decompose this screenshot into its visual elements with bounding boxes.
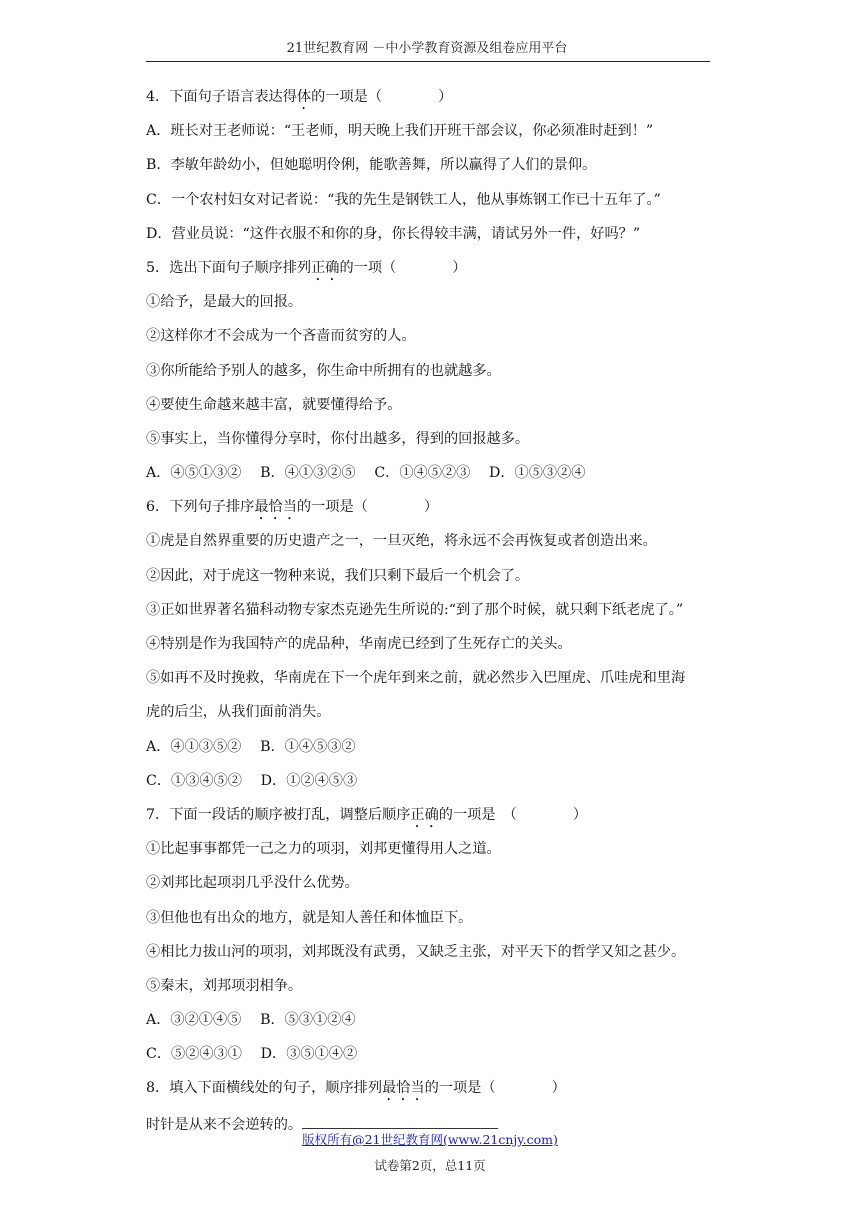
question-6-sentence-4: ④特别是作为我国特产的虎品种，华南虎已经到了生死存亡的关头。 (146, 636, 572, 652)
page-number: 试卷第2页，总11页 (374, 1158, 486, 1173)
question-5-sentence-3: ③你所能给予别人的越多，你生命中所拥有的也就越多。 (146, 362, 501, 379)
question-8-sentence-1: 时针是从来不会逆转的。 (146, 1112, 726, 1146)
question-4-option-c: C．一个农村妇女对记者说：“我的先生是钢铁工人，他从事炼钢工作已十五年了。” (146, 191, 661, 208)
header-divider (146, 61, 710, 62)
question-6-sentence-3: ③正如世界著名猫科动物专家杰克逊先生所说的:“到了那个时候，就只剩下纸老虎了。” (146, 601, 684, 618)
question-7-sentence-5: ⑤秦末，刘邦项羽相争。 (146, 977, 303, 994)
question-7-stem: 7．下面一段话的顺序被打乱，调整后顺序正确的一项是 （ ） (146, 806, 588, 823)
page-header: 21世纪教育网 －中小学教育资源及组卷应用平台 (286, 41, 568, 56)
question-6-sentence-5-cont: 虎的后尘，从我们面前消失。 (146, 704, 331, 721)
question-7-options-cd: C．⑤②④③① D．③⑤①④② (146, 1046, 358, 1063)
question-5-sentence-5: ⑤事实上，当你懂得分享时，你付出越多，得到的回报越多。 (146, 430, 530, 447)
question-5-sentence-1: ①给予，是最大的回报。 (146, 294, 303, 311)
question-4-option-a: A．班长对王老师说：“王老师，明天晚上我们开班干部会议，你必须准时赶到！” (146, 123, 654, 140)
question-7-options-ab: A．③②①④⑤ B．⑤③①②④ (146, 1012, 356, 1029)
question-6-sentence-1: ①虎是自然界重要的历史遗产之一，一旦灭绝，将永远不会再恢复或者创造出来。 (146, 533, 657, 550)
copyright-link[interactable]: 版权所有@21世纪教育网(www.21cnjy.com) (302, 1132, 558, 1147)
question-4-stem: 4．下面句子语言表达得体的一项是（ ） (146, 89, 453, 105)
question-4-option-b: B．李敏年龄幼小，但她聪明伶俐，能歌善舞，所以赢得了人们的景仰。 (146, 157, 597, 174)
question-8-stem: 8．填入下面横线处的句子，顺序排列最恰当的一项是（ ） (146, 1080, 566, 1097)
question-7-sentence-1: ①比起事事都凭一己之力的项羽，刘邦更懂得用人之道。 (146, 841, 501, 858)
question-6-options-cd: C．①③④⑤② D．①②④⑤③ (146, 772, 358, 789)
question-5-stem: 5．选出下面句子顺序排列正确的一项（ ） (146, 259, 467, 276)
question-5-sentence-2: ②这样你才不会成为一个吝啬而贫穷的人。 (146, 328, 416, 345)
answer-blank[interactable] (302, 1112, 498, 1129)
question-7-sentence-3: ③但他也有出众的地方，就是知人善任和体恤臣下。 (146, 909, 473, 926)
question-7-sentence-2: ②刘邦比起项羽几乎没什么优势。 (146, 875, 359, 892)
question-6-sentence-2: ②因此，对于虎这一物种来说，我们只剩下最后一个机会了。 (146, 567, 530, 584)
question-6-sentence-5: ⑤如再不及时挽救，华南虎在下一个虎年到来之前，就必然步入巴厘虎、爪哇虎和里海 (146, 670, 686, 687)
question-5-options: A．④⑤①③② B．④①③②⑤ C．①④⑤②③ D．①⑤③②④ (146, 465, 586, 482)
question-7-sentence-4: ④相比力拔山河的项羽，刘邦既没有武勇，又缺乏主张，对平天下的哲学又知之甚少。 (146, 943, 686, 960)
question-6-stem: 6．下列句子排序最恰当的一项是（ ） (146, 499, 439, 516)
question-6-options-ab: A．④①③⑤② B．①④⑤③② (146, 738, 356, 755)
question-5-sentence-4: ④要使生命越来越丰富，就要懂得给予。 (146, 396, 402, 413)
exam-content (146, 86, 726, 1146)
question-4-option-d: D．营业员说：“这件衣服不和你的身，你长得较丰满，请试另外一件，好吗？” (146, 225, 641, 242)
